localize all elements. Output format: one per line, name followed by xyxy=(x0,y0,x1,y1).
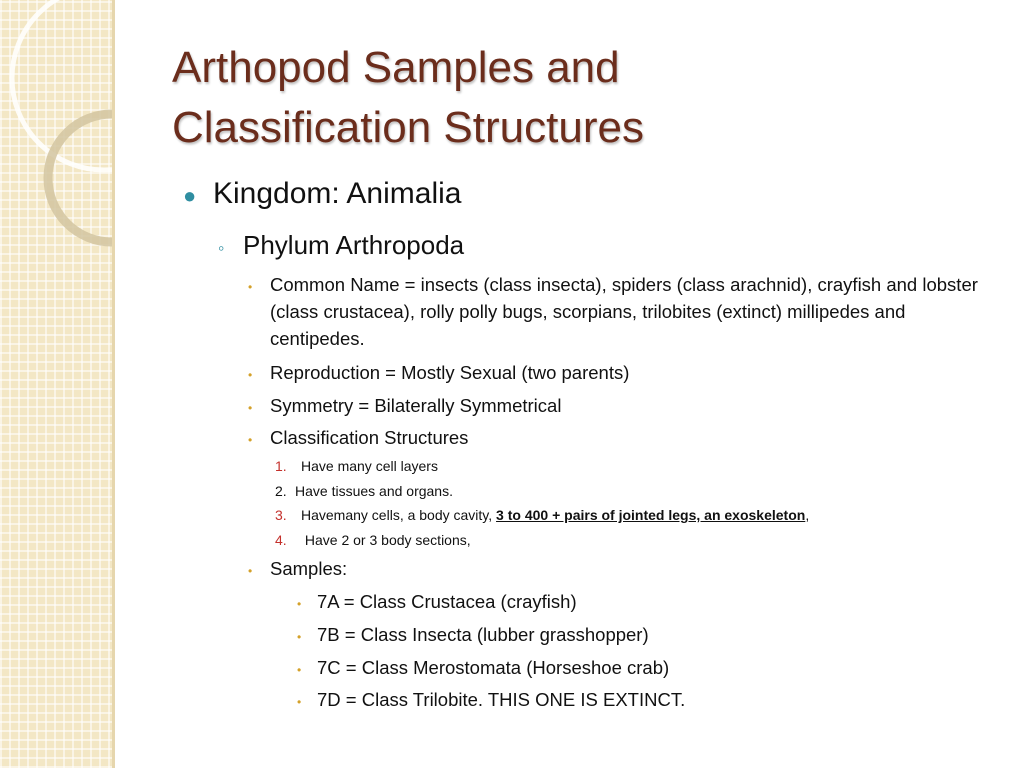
bullet-symmetry xyxy=(248,392,988,422)
sample-item xyxy=(297,621,649,651)
bullet-classification xyxy=(248,424,988,454)
bullet-small-dot-icon: • xyxy=(248,564,253,578)
bullet-small-dot-icon: • xyxy=(297,695,302,709)
classification-text: Classification Structures xyxy=(270,427,469,448)
sample-text: 7C = Class Merostomata (Horseshoe crab) xyxy=(317,657,670,678)
decorative-rings xyxy=(0,0,112,768)
slide-title xyxy=(172,38,992,158)
structure-item xyxy=(275,530,975,550)
reproduction-text: Reproduction = Mostly Sexual (two parents) xyxy=(270,362,630,383)
symmetry-text: Symmetry = Bilaterally Symmetrical xyxy=(270,395,562,416)
bullet-small-dot-icon: • xyxy=(248,368,253,382)
structure-text: Have tissues and organs. xyxy=(295,483,453,499)
bullet-dot-icon: ● xyxy=(183,183,197,208)
samples-label: Samples: xyxy=(270,558,348,579)
structure-text-post: , xyxy=(805,507,810,523)
bullet-small-dot-icon: • xyxy=(248,401,253,415)
structure-number: 3. xyxy=(275,507,287,523)
structure-text-pre: Havemany cells, a body cavity, xyxy=(301,507,497,523)
structure-number: 4. xyxy=(275,532,287,548)
sample-text: 7B = Class Insecta (lubber grasshopper) xyxy=(317,624,649,645)
title-line-1: Arthopod Samples and xyxy=(172,43,620,92)
structure-text: Have many cell layers xyxy=(301,458,438,474)
structure-number: 1. xyxy=(275,458,287,474)
structure-item xyxy=(275,456,975,476)
structure-item xyxy=(275,481,975,501)
structure-item xyxy=(275,505,975,525)
bullet-phylum xyxy=(218,228,464,265)
bullet-samples xyxy=(248,555,988,585)
sidebar-divider xyxy=(112,0,115,768)
structure-number: 2. xyxy=(275,483,287,499)
sample-item xyxy=(297,686,685,716)
bullet-reproduction xyxy=(248,359,988,389)
sample-text: 7A = Class Crustacea (crayfish) xyxy=(317,591,577,612)
decorative-sidebar xyxy=(0,0,112,768)
bullet-ring-icon: ◦ xyxy=(218,238,225,258)
structure-text-emphasis: 3 to 400 + pairs of jointed legs, an exoskeleton xyxy=(496,507,806,523)
structure-text: Have 2 or 3 body sections, xyxy=(301,532,471,548)
bullet-small-dot-icon: • xyxy=(297,663,302,677)
bullet-small-dot-icon: • xyxy=(297,630,302,644)
structure-text xyxy=(301,505,975,525)
bullet-common-name xyxy=(248,271,988,352)
sample-text: 7D = Class Trilobite. THIS ONE IS EXTINCT. xyxy=(317,689,686,710)
bullet-kingdom xyxy=(183,174,461,216)
phylum-text: Phylum Arthropoda xyxy=(243,230,465,260)
ring-lower xyxy=(48,114,112,242)
kingdom-text: Kingdom: Animalia xyxy=(213,177,462,210)
bullet-small-dot-icon: • xyxy=(248,280,253,294)
common-name-text: Common Name = insects (class insecta), spiders (class arachnid), crayfish and lobster (class crustacea), rolly polly bugs, scorpians, trilobites (extinct) millipedes and centipedes. xyxy=(270,274,978,349)
sample-item xyxy=(297,654,669,684)
bullet-small-dot-icon: • xyxy=(297,597,302,611)
bullet-small-dot-icon: • xyxy=(248,433,253,447)
sample-item xyxy=(297,588,577,618)
title-line-2: Classification Structures xyxy=(172,103,644,152)
